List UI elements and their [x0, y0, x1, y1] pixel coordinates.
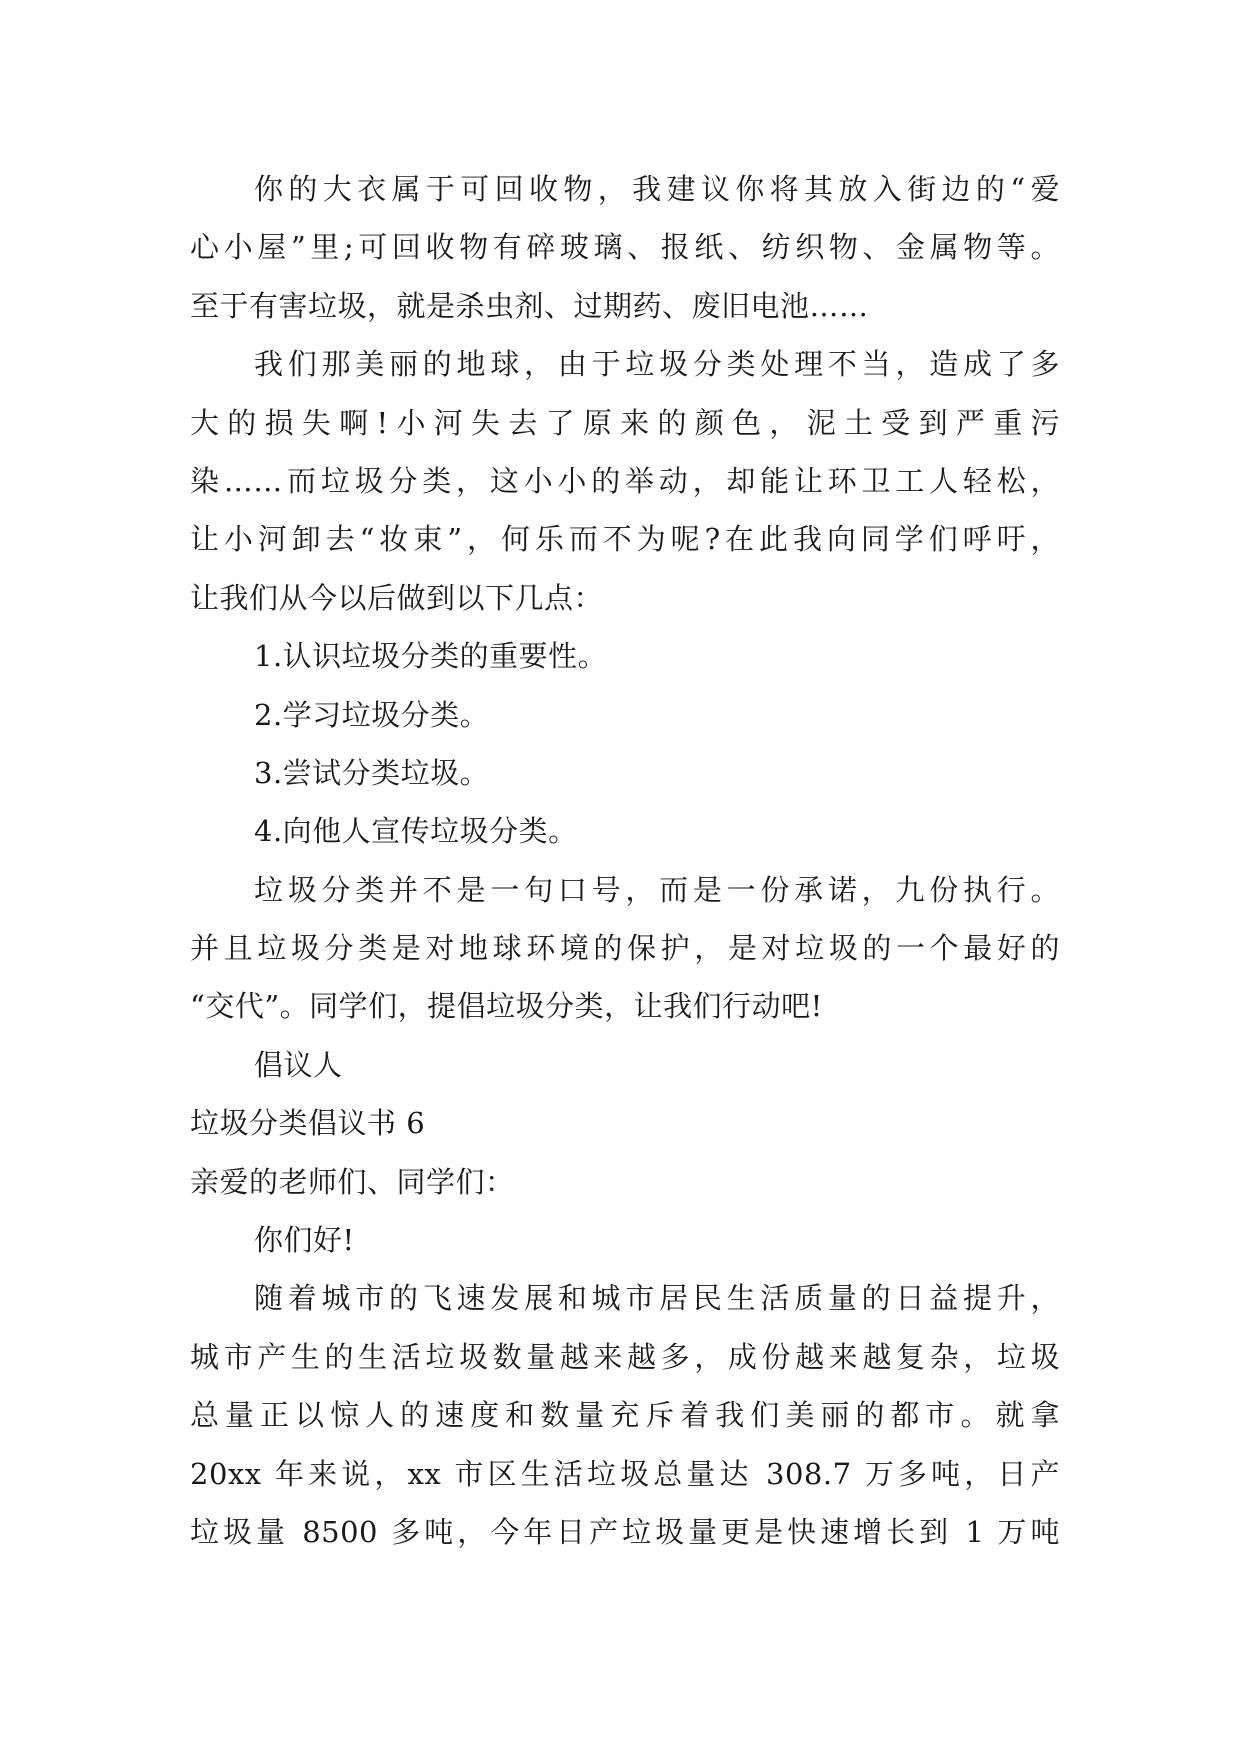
paragraph-line: “交代”。同学们，提倡垃圾分类，让我们行动吧!	[190, 989, 823, 1024]
greeting: 你们好!	[254, 1223, 355, 1258]
list-item: 3.尝试分类垃圾。	[254, 755, 490, 790]
paragraph-line: 让我们从今以后做到以下几点：	[190, 580, 604, 615]
paragraph-line: 垃圾量 8500 多吨，今年日产垃圾量更是快速增长到 1 万吨	[190, 1514, 1060, 1549]
paragraph-line: 总量正以惊人的速度和数量充斥着我们美丽的都市。就拿	[190, 1398, 1060, 1433]
salutation: 亲爱的老师们、同学们：	[190, 1164, 515, 1199]
paragraph-line: 大的损失啊!小河失去了原来的颜色，泥土受到严重污	[190, 405, 1060, 440]
paragraph-line: 随着城市的飞速发展和城市居民生活质量的日益提升，	[254, 1281, 1060, 1316]
paragraph-line: 你的大衣属于可回收物，我建议你将其放入街边的“爱	[254, 172, 1060, 206]
paragraph-line: 心小屋”里;可回收物有碎玻璃、报纸、纺织物、金属物等。	[190, 230, 1060, 265]
list-item: 2.学习垃圾分类。	[254, 697, 490, 732]
paragraph-line: 城市产生的生活垃圾数量越来越多，成份越来越复杂，垃圾	[190, 1339, 1060, 1374]
paragraph-line: 垃圾分类并不是一句口号，而是一份承诺，九份执行。	[254, 872, 1060, 907]
paragraph-line: 20xx 年来说，xx 市区生活垃圾总量达 308.7 万多吨，日产	[190, 1456, 1060, 1491]
paragraph-line: 我们那美丽的地球，由于垃圾分类处理不当，造成了多	[254, 347, 1060, 382]
paragraph-line: 染……而垃圾分类，这小小的举动，却能让环卫工人轻松，	[190, 463, 1060, 498]
list-item: 4.向他人宣传垃圾分类。	[254, 814, 578, 849]
paragraph-line: 让小河卸去“妆束”，何乐而不为呢?在此我向同学们呼吁，	[190, 522, 1060, 557]
signature-line: 倡议人	[254, 1047, 343, 1082]
section-title: 垃圾分类倡议书 6	[190, 1106, 426, 1141]
document-body	[190, 160, 1060, 1561]
paragraph-line: 并且垃圾分类是对地球环境的保护，是对垃圾的一个最好的	[190, 931, 1060, 966]
paragraph-line: 至于有害垃圾，就是杀虫剂、过期药、废旧电池……	[190, 288, 869, 323]
list-item: 1.认识垃圾分类的重要性。	[254, 639, 608, 674]
